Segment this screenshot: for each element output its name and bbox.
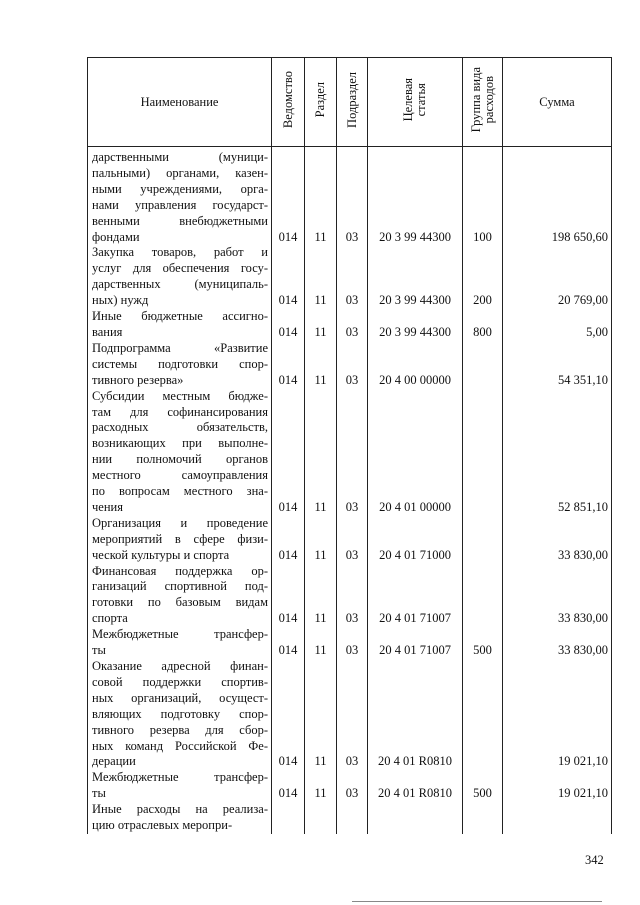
row-razdel	[305, 802, 337, 834]
row-celevaya-statya: 20 3 99 44300	[368, 147, 463, 246]
row-name	[88, 564, 272, 628]
row-gruppa-vida	[463, 389, 503, 516]
row-podrazdel: 03	[337, 516, 368, 564]
row-name-line: Межбюджетные трансфер-	[92, 627, 268, 642]
row-gruppa-vida: 100	[463, 147, 503, 246]
row-name-line: там для софинансирования	[92, 404, 268, 419]
row-name	[88, 389, 272, 516]
row-name-line: дарственными (муници-	[92, 150, 268, 164]
row-name-line: чения	[92, 499, 123, 514]
row-gruppa-vida	[463, 564, 503, 628]
row-name	[88, 627, 272, 659]
row-name-line: ными учреждениями, орга-	[92, 181, 268, 196]
row-summa: 5,00	[503, 309, 612, 341]
row-razdel: 11	[305, 516, 337, 564]
row-name-line: пальными) органами, казен-	[92, 165, 268, 180]
table-row	[88, 516, 612, 564]
row-celevaya-statya: 20 3 99 44300	[368, 245, 463, 309]
row-name-line: Иные бюджетные ассигно-	[92, 309, 268, 324]
header-podrazdel: Подраздел	[337, 58, 368, 147]
row-summa	[503, 802, 612, 834]
row-gruppa-vida	[463, 659, 503, 770]
row-name-line: Подпрограмма «Развитие	[92, 340, 268, 355]
row-name-line: Финансовая поддержка ор-	[92, 563, 268, 578]
row-name-line: Субсидии местным бюдже-	[92, 388, 268, 403]
row-gruppa-vida: 500	[463, 770, 503, 802]
row-celevaya-statya: 20 4 00 00000	[368, 341, 463, 389]
row-name-line: совой поддержки спортив-	[92, 674, 268, 689]
row-name	[88, 516, 272, 564]
row-name-line: местного самоуправления	[92, 468, 268, 483]
row-vedomstvo: 014	[272, 564, 305, 628]
row-podrazdel: 03	[337, 341, 368, 389]
row-name	[88, 245, 272, 309]
budget-table	[87, 57, 612, 834]
row-gruppa-vida	[463, 802, 503, 834]
row-gruppa-vida	[463, 516, 503, 564]
row-summa: 19 021,10	[503, 770, 612, 802]
row-name-line: возникающих при выполне-	[92, 436, 268, 451]
row-vedomstvo: 014	[272, 245, 305, 309]
row-name-line: тивного резерва»	[92, 372, 184, 387]
row-name	[88, 802, 272, 834]
row-razdel: 11	[305, 770, 337, 802]
row-gruppa-vida	[463, 341, 503, 389]
row-name-line: Закупка товаров, работ и	[92, 245, 268, 260]
header-celevaya-statya: Целевая статья	[368, 58, 463, 147]
header-name: Наименование	[88, 58, 272, 147]
row-name-line: цию отраслевых меропри-	[92, 818, 233, 833]
row-celevaya-statya: 20 4 01 00000	[368, 389, 463, 516]
row-name-line: готовки по базовым видам	[92, 595, 268, 610]
row-name-line: дарственных (муниципаль-	[92, 277, 268, 292]
row-razdel: 11	[305, 147, 337, 246]
row-celevaya-statya	[368, 802, 463, 834]
row-name	[88, 770, 272, 802]
row-name	[88, 147, 272, 246]
row-name-line: вания	[92, 324, 123, 339]
header-razdel: Раздел	[305, 58, 337, 147]
table-row	[88, 627, 612, 659]
row-celevaya-statya: 20 4 01 71007	[368, 564, 463, 628]
row-name-line: услуг для обеспечения госу-	[92, 261, 268, 276]
table-row	[88, 802, 612, 834]
row-celevaya-statya: 20 4 01 R0810	[368, 770, 463, 802]
row-podrazdel: 03	[337, 770, 368, 802]
row-name	[88, 341, 272, 389]
row-name-line: ных команд Российской Фе-	[92, 738, 268, 753]
row-name-line: ных организаций, осущест-	[92, 690, 268, 705]
table-row	[88, 147, 612, 246]
row-name-line: системы подготовки спор-	[92, 356, 268, 371]
row-name-line: ганизаций спортивной под-	[92, 579, 268, 594]
footer-rule	[352, 901, 602, 902]
row-vedomstvo: 014	[272, 341, 305, 389]
row-razdel: 11	[305, 245, 337, 309]
row-name-line: Межбюджетные трансфер-	[92, 770, 268, 785]
row-razdel: 11	[305, 341, 337, 389]
row-vedomstvo: 014	[272, 516, 305, 564]
table-row	[88, 564, 612, 628]
row-gruppa-vida: 200	[463, 245, 503, 309]
row-name-line: ных) нужд	[92, 293, 149, 308]
table-row	[88, 245, 612, 309]
row-celevaya-statya: 20 3 99 44300	[368, 309, 463, 341]
row-name-line: ты	[92, 786, 106, 801]
row-podrazdel: 03	[337, 389, 368, 516]
row-name-line: фондами	[92, 229, 140, 244]
table-header-row	[88, 58, 612, 147]
row-summa: 20 769,00	[503, 245, 612, 309]
row-name-line: ческой культуры и спорта	[92, 547, 230, 562]
row-podrazdel: 03	[337, 627, 368, 659]
row-summa: 54 351,10	[503, 341, 612, 389]
row-podrazdel: 03	[337, 309, 368, 341]
page-number: 342	[585, 853, 604, 867]
header-vedomstvo: Ведомство	[272, 58, 305, 147]
row-name-line: нии полномочий органов	[92, 452, 268, 467]
row-summa: 33 830,00	[503, 627, 612, 659]
header-gruppa-vida-rashodov: Группа вида расходов	[463, 58, 503, 147]
row-name-line: Организация и проведение	[92, 515, 268, 530]
table-row	[88, 770, 612, 802]
row-name-line: ты	[92, 643, 106, 658]
row-podrazdel: 03	[337, 659, 368, 770]
row-gruppa-vida: 800	[463, 309, 503, 341]
row-name-line: вляющих подготовку спор-	[92, 706, 268, 721]
row-podrazdel: 03	[337, 245, 368, 309]
row-razdel: 11	[305, 659, 337, 770]
row-podrazdel: 03	[337, 147, 368, 246]
row-name-line: Оказание адресной финан-	[92, 659, 268, 673]
row-name	[88, 659, 272, 770]
row-summa: 198 650,60	[503, 147, 612, 246]
row-vedomstvo: 014	[272, 389, 305, 516]
table-row	[88, 341, 612, 389]
row-name-line: тивного резерва для сбор-	[92, 722, 268, 737]
row-name	[88, 309, 272, 341]
row-razdel: 11	[305, 564, 337, 628]
row-summa: 19 021,10	[503, 659, 612, 770]
row-name-line: мероприятий в сфере физи-	[92, 531, 268, 546]
table-row	[88, 389, 612, 516]
row-celevaya-statya: 20 4 01 71007	[368, 627, 463, 659]
table-body	[88, 147, 612, 834]
table-row	[88, 309, 612, 341]
header-summa: Сумма	[503, 58, 612, 147]
row-razdel: 11	[305, 389, 337, 516]
row-name-line: дерации	[92, 754, 136, 769]
row-podrazdel	[337, 802, 368, 834]
row-gruppa-vida: 500	[463, 627, 503, 659]
row-podrazdel: 03	[337, 564, 368, 628]
row-vedomstvo	[272, 802, 305, 834]
row-summa: 33 830,00	[503, 516, 612, 564]
row-vedomstvo: 014	[272, 659, 305, 770]
row-name-line: венными внебюджетными	[92, 213, 268, 228]
row-name-line: нами управления государст-	[92, 197, 268, 212]
row-razdel: 11	[305, 627, 337, 659]
row-celevaya-statya: 20 4 01 R0810	[368, 659, 463, 770]
row-summa: 33 830,00	[503, 564, 612, 628]
row-name-line: Иные расходы на реализа-	[92, 802, 268, 817]
row-name-line: спорта	[92, 611, 128, 626]
row-summa: 52 851,10	[503, 389, 612, 516]
row-name-line: расходных обязательств,	[92, 420, 268, 435]
row-razdel: 11	[305, 309, 337, 341]
row-vedomstvo: 014	[272, 770, 305, 802]
row-celevaya-statya: 20 4 01 71000	[368, 516, 463, 564]
row-vedomstvo: 014	[272, 147, 305, 246]
row-name-line: по вопросам местного зна-	[92, 484, 268, 499]
row-vedomstvo: 014	[272, 309, 305, 341]
table-row	[88, 659, 612, 770]
row-vedomstvo: 014	[272, 627, 305, 659]
